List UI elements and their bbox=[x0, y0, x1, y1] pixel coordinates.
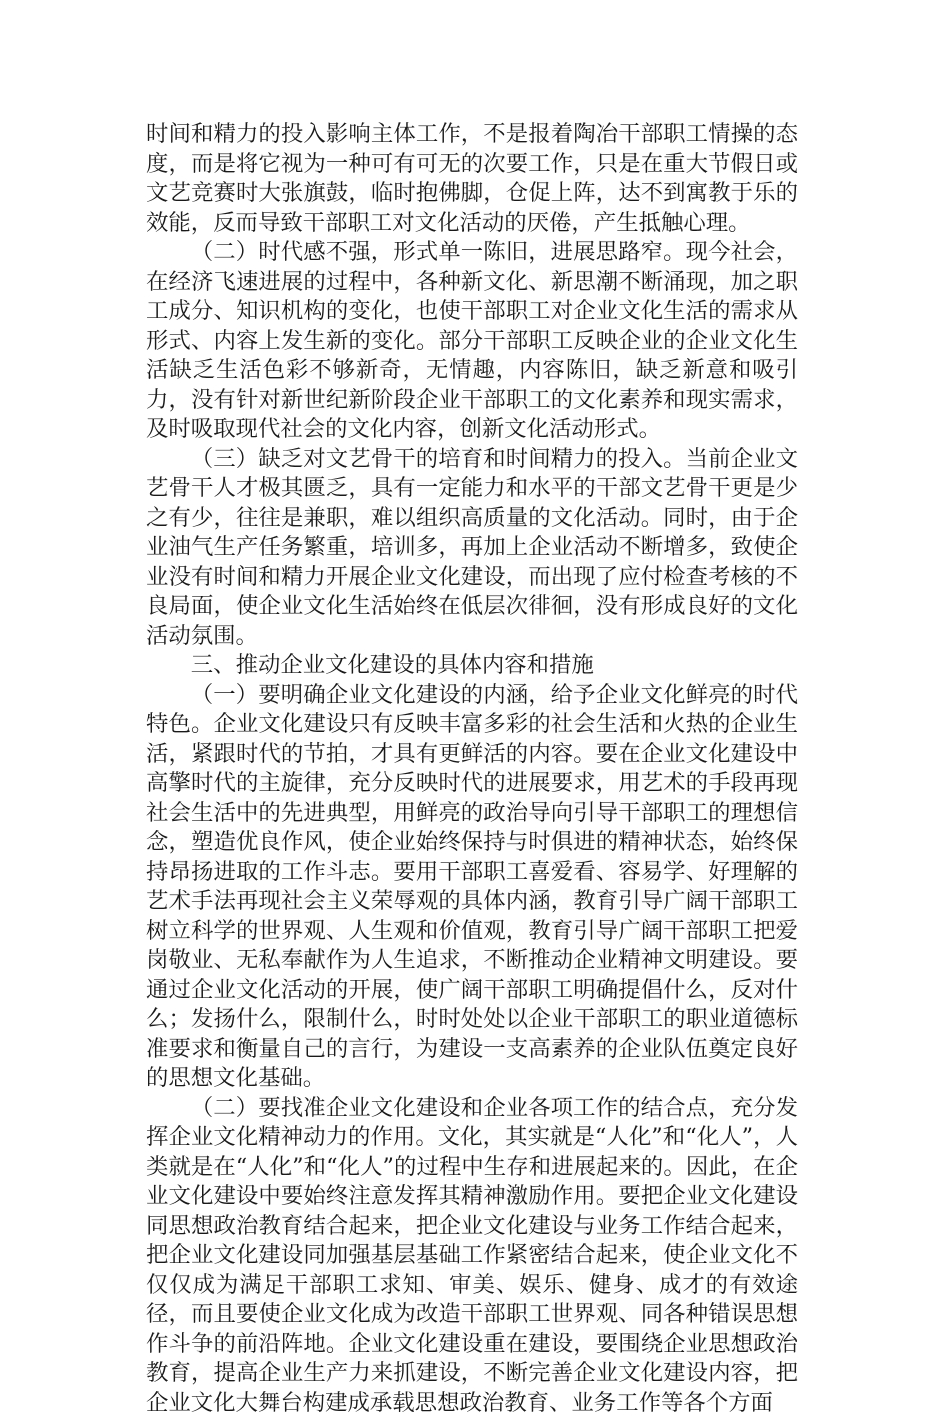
paragraph-section-2: （二）时代感不强，形式单一陈旧，进展思路窄。现今社会，在经济飞速进展的过程中，各种新文化、新思潮不断涌现，加之职工成分、知识机构的变化，也使干部职工对企业文化生活的需求从形式、内容上发生新的变化。部分干部职工反映企业的企业文化生活缺乏生活色彩不够新奇，无情趣，内容陈旧，缺乏新意和吸引力，没有针对新世纪新阶段企业干部职工的文化素养和现实需求，及时吸取现代社会的文化内容，创新文化活动形式。 bbox=[146, 238, 798, 445]
paragraph-measure-2: （二）要找准企业文化建设和企业各项工作的结合点，充分发挥企业文化精神动力的作用。文化，其实就是“人化”和“化人”，人类就是在“人化”和“化人”的过程中生存和进展起来的。因此，在企业文化建设中要始终注意发挥其精神激励作用。要把企业文化建设同思想政治教育结合起来，把企业文化建设与业务工作结合起来，把企业文化建设同加强基层基础工作紧密结合起来，使企业文化不仅仅成为满足干部职工求知、审美、娱乐、健身、成才的有效途径，而且要使企业文化成为改造干部职工世界观、同各种错误思想作斗争的前沿阵地。企业文化建设重在建设，要围绕企业思想政治教育，提高企业生产力来抓建设，不断完善企业文化建设内容，把企业文化大舞台构建成承载思想政治教育、业务工作等各个方面 bbox=[146, 1094, 798, 1418]
paragraph-continuation: 时间和精力的投入影响主体工作，不是报着陶冶干部职工情操的态度，而是将它视为一种可有可无的次要工作，只是在重大节假日或文艺竞赛时大张旗鼓，临时抱佛脚，仓促上阵，达不到寓教于乐的效能，反而导致干部职工对文化活动的厌倦，产生抵触心理。 bbox=[146, 120, 798, 238]
document-body bbox=[146, 120, 798, 1418]
paragraph-measure-1: （一）要明确企业文化建设的内涵，给予企业文化鲜亮的时代特色。企业文化建设只有反映丰富多彩的社会生活和火热的企业生活，紧跟时代的节拍，才具有更鲜活的内容。要在企业文化建设中高擎时代的主旋律，充分反映时代的进展要求，用艺术的手段再现社会生活中的先进典型，用鲜亮的政治导向引导干部职工的理想信念，塑造优良作风，使企业始终保持与时俱进的精神状态，始终保持昂扬进取的工作斗志。要用干部职工喜爱看、容易学、好理解的艺术手法再现社会主义荣辱观的具体内涵，教育引导广阔干部职工树立科学的世界观、人生观和价值观，教育引导广阔干部职工把爱岗敬业、无私奉献作为人生追求，不断推动企业精神文明建设。要通过企业文化活动的开展，使广阔干部职工明确提倡什么，反对什么；发扬什么，限制什么，时时处处以企业干部职工的职业道德标准要求和衡量自己的言行，为建设一支高素养的企业队伍奠定良好的思想文化基础。 bbox=[146, 681, 798, 1094]
paragraph-section-3: （三）缺乏对文艺骨干的培育和时间精力的投入。当前企业文艺骨干人才极其匮乏，具有一定能力和水平的干部文艺骨干更是少之有少，往往是兼职，难以组织高质量的文化活动。同时，由于企业油气生产任务繁重，培训多，再加上企业活动不断增多，致使企业没有时间和精力开展企业文化建设，而出现了应付检查考核的不良局面，使企业文化生活始终在低层次徘徊，没有形成良好的文化活动氛围。 bbox=[146, 445, 798, 652]
section-heading: 三、推动企业文化建设的具体内容和措施 bbox=[146, 651, 798, 681]
